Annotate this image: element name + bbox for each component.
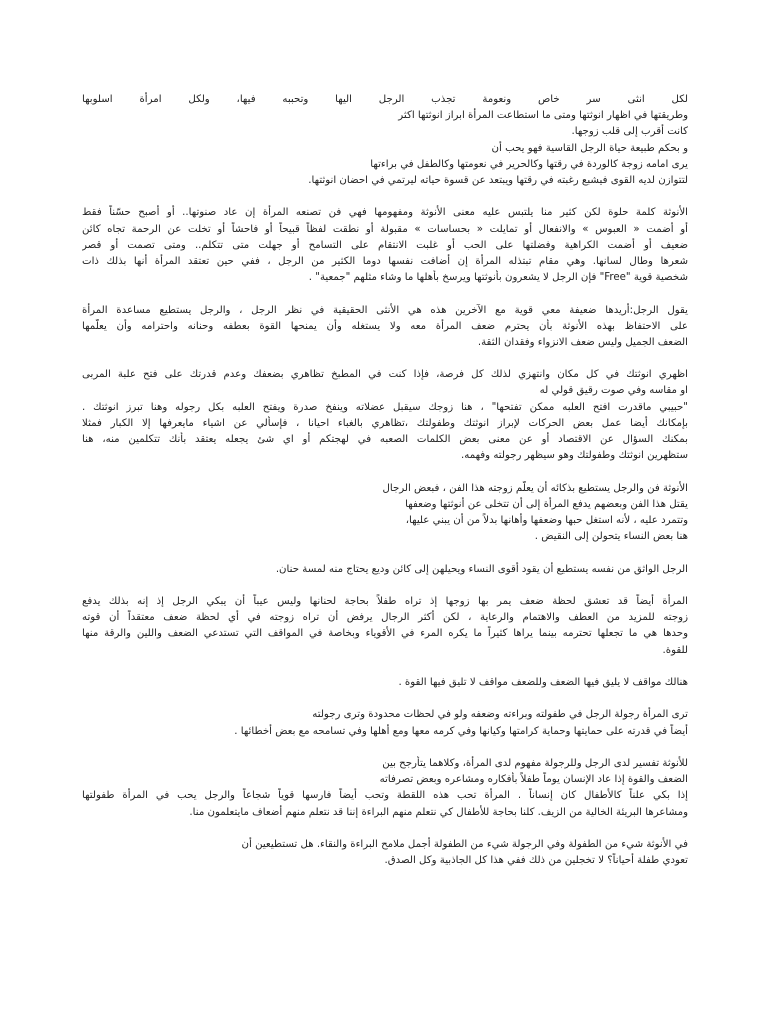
text-line: في الأنوثة شيء من الطفولة وفي الرجولة شيء من الطفولة أجمل ملامح البراءة والنقاء. هل تستطيعين أن: [241, 838, 688, 850]
text-line: للأنوثة تفسير لدى الرجل وللرجولة مفهوم لدى المرأة، وكلاهما يتأرجح بين: [382, 757, 688, 769]
text-line: وحدها هي ما تجعلها تحترمه بينما يراها كثيراً ما يكره المرء في الأقوياء وبخاصة في المواقف التي تستدعي الضعف واللين والرقة منها: [82, 628, 688, 640]
paragraph: [82, 562, 688, 578]
text-line: الضعف الجميل وليس ضعف الانزواء وفقدان الثقة.: [477, 336, 688, 348]
paragraph: [82, 756, 688, 821]
paragraph: [82, 92, 688, 189]
text-line: تعودي طفلة أحياناً؟ لا تخجلين من ذلك ففي هذا كل الجاذبية وكل الصدق.: [384, 855, 688, 867]
article-body: [82, 92, 688, 886]
paragraph: [82, 837, 688, 869]
text-line: ضعيف أو أضمت الكراهية وفضلتها على الحب أو غلبت الانتقام على التسامح أو جهلت متى تتكلم.. ومتى تصمت أو قصر: [82, 239, 688, 251]
paragraph: [82, 303, 688, 352]
text-line: إذا بكي علناً كالأطفال كان إنساناً . المرأة تحب هذه اللقطة وتحب أيضاً فارسها قوياً شجاعاً والرجل يحب في المرأة طفولتها: [82, 790, 688, 802]
text-line: ستظهرين انوثتك وطفولتك وهو سيظهر رجولته وفهمه.: [461, 450, 688, 462]
text-line: وتتمرد عليه ، لأنه استغل حبها وضعفها وأهانها بدلاً من أن يبني عليها،: [405, 515, 688, 527]
text-line: هنا بعض النساء يتحولن إلى النقيض .: [534, 531, 688, 543]
text-line: زوجته للمزيد من العطف والاهتمام والرعاية ، لكن أكثر الرجال يرفض أن تراه زوجته في أي لحظة ضعف معتقداً أن قوته: [82, 612, 688, 624]
text-line: ترى المرأة رجولة الرجل في طفولته وبراءته وضعفه ولو في لحظات محدودة وترى رجولته: [312, 709, 688, 721]
paragraph: [82, 707, 688, 739]
text-line: شخصية قوية "Free" فإن الرجل لا يشعرون بأنوثتها ويرسخ بأهلها ما وشاء مثلهم "جمعية" .: [308, 272, 688, 284]
text-line: يقتل هذا الفن وبعضهم يدفع المرأة إلى أن تتخلى عن أنوثتها وضعفها: [405, 498, 688, 510]
text-line: اظهري انوثتك في كل مكان وانتهزي لذلك كل فرصة، فإذا كنت في المطبخ تظاهري بضعفك وعدم قدرتك على فتح علبة المربى: [82, 369, 688, 381]
text-line: يقول الرجل:أريدها ضعيفة معي قوية مع الآخرين هذه هي الأنثى الحقيقية في نظر الرجل ، والرجل يستطيع مساعدة المرأة: [82, 304, 688, 316]
text-line: الأنوثة فن والرجل يستطيع بذكائه أن يعلّم زوجته هذا الفن ، فبعض الرجال: [382, 482, 688, 494]
text-line: هنالك مواقف لا يليق فيها الضعف وللضعف مواقف لا تليق فيها القوة .: [398, 676, 688, 688]
text-line: الضعف والقوة إذا عاد الإنسان يوماً طفلاً بأفكاره ومشاعره وبعض تصرفاته: [379, 774, 688, 786]
paragraph: [82, 675, 688, 691]
text-line: او مقاسه وفي صوت رقيق قولي له: [539, 385, 688, 397]
text-line: الرجل الواثق من نفسه يستطيع أن يقود أقوى النساء ويحيلهن إلى كائن وديع يحتاج منه لمسة حنان.: [275, 563, 688, 575]
text-line: "حبيبي ماقدرت افتح العلبه ممكن تفتحها" ، هنا زوجك سيقبل عضلاته وينفخ صدرة ويفتح العلبه بكل رجوله وهنا تبرز انوثتك .: [82, 401, 688, 413]
text-line: المرأة أيضاً قد تعشق لحظة ضعف يمر بها زوجها إذ تراه طفلاً بحاجة لحنانها وليس عيباً أن يبكي الرجل إذ إنه بذلك يدفع: [82, 596, 688, 608]
paragraph: [82, 594, 688, 659]
text-line: على الاحتفاظ بهذه الأنوثة بأن يحترم ضعف المرأة معه ولا يستغله وأن يمنحها القوة بعطفه وحنانه واحترامه وأن يعلّمها: [82, 320, 688, 332]
text-line: كانت أقرب إلى قلب زوجها.: [571, 126, 688, 138]
paragraph: [82, 481, 688, 546]
paragraph: [82, 367, 688, 464]
text-line: شعرها وطال لسانها. وهي مقام تبتذله المرأة إن أضافت نفسها دوما الكثير من الرجل ، ففي حين تعتقد المرأة أنها بذلك ذات: [82, 255, 688, 267]
text-line: و بحكم طبيعة حياة الرجل القاسية فهو يحب أن: [491, 142, 688, 154]
text-line: ومشاعرها البريئة الخالية من الزيف. كلنا بحاجة للأطفال كي نتعلم منهم البراءة إننا قد نتعلم منهم أضعاف مايتعلمون منا.: [189, 806, 688, 818]
text-line: أيضاً في قدرته على حمايتها وحماية كرامتها وكيانها وفي كرمه معها ومع أهلها وفي تسامحه مع بعض أخطائها .: [234, 725, 688, 737]
text-line: للقوة.: [662, 644, 688, 656]
text-line: يرى امامه زوجة كالوردة في رقتها وكالحرير في نعومتها وكالطفل في براءتها: [370, 158, 688, 170]
paragraph: [82, 205, 688, 286]
text-line: بمكنك السؤال عن الاقتصاد أو عن معنى بعض الكلمات الصعبه في لهجتكم أو اي شئ يجعله يعتقد بأنك تتكلمين منه، هنا: [82, 434, 688, 446]
text-line: بإمكانك أيضا عمل بعض الحركات لإبراز انوثتك وطفولتك ،تظاهري بالغباء احيانا ، فإسألي عن اشياء مايعرفها إلا الكبار فمثلا: [82, 417, 688, 429]
text-line: لكل انثى سر خاص ونعومة تجذب الرجل اليها وتحببه فيها، ولكل امرأة اسلوبها: [82, 94, 688, 105]
text-line: وطريقتها في اظهار انوثتها ومتى ما استطاعت المرأة ابراز انوثتها اكثر: [398, 110, 688, 122]
text-line: لتتوازن لديه القوى فيشبع رغبته في رقتها ويبتعد عن قسوة حياته ليرتمي في احضان انوثتها.: [308, 175, 688, 186]
text-line: الأنوثة كلمة حلوة لكن كثير منا يلتبس عليه معنى الأنوثة ومفهومها فهي فن تصنعه المرأة إن عاد صنوتها.. أو أصبح حسّناً فقط: [82, 207, 688, 219]
text-line: أو أضمت « العبوس » والانفعال أو تمايلت « بحساسات » مقبولة أو نطقت لفظاً قبيحاً أو فاحشاً أو تخلت عن الرحمة تجاه كائن: [82, 223, 688, 235]
